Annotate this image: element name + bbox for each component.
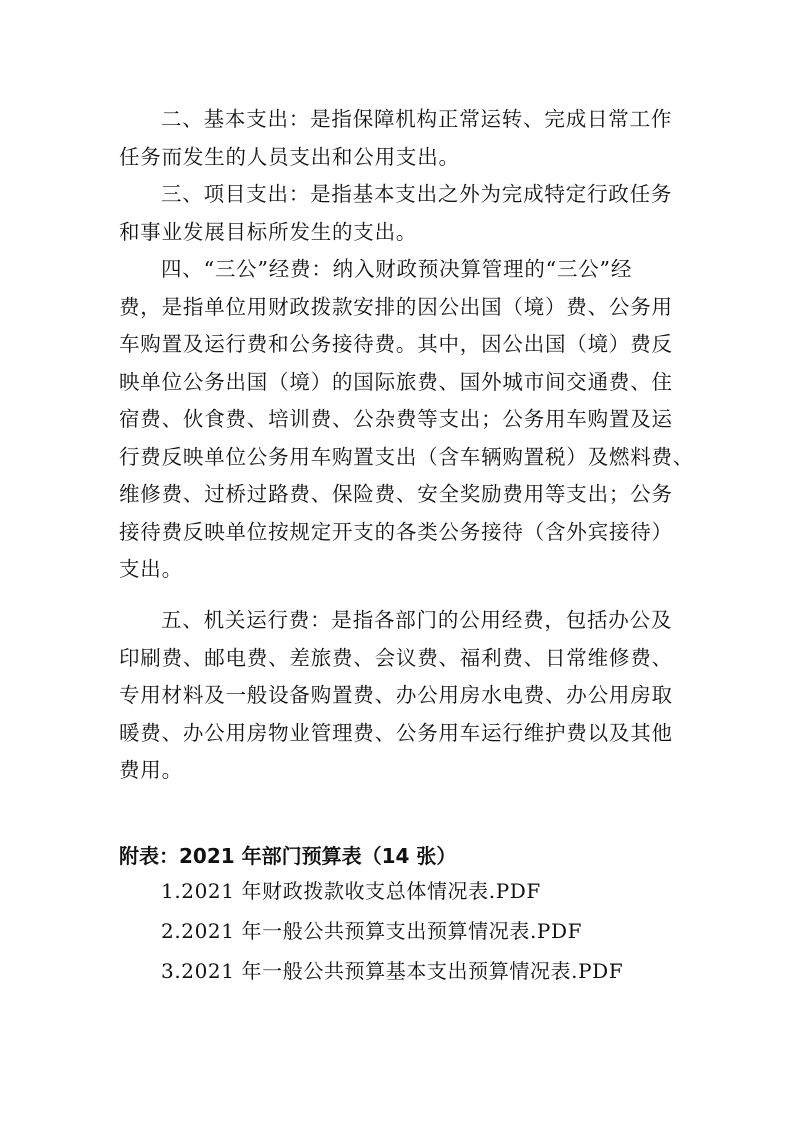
text-line: 四、“三公”经费：纳入财政预决算管理的“三公”经	[161, 257, 633, 281]
attachment-link[interactable]: 3.2021 年一般公共预算基本支出预算情况表.PDF	[161, 959, 624, 983]
text-line: 支出。	[119, 557, 183, 581]
text-line: 映单位公务出国（境）的国际旅费、国外城市间交通费、住	[119, 369, 673, 394]
text-line: 接待费反映单位按规定开支的各类公务接待（含外宾接待）	[119, 519, 673, 544]
text-line: 车购置及运行费和公务接待费。其中，因公出国（境）费反	[119, 332, 673, 356]
text-line: 三、项目支出：是指基本支出之外为完成特定行政任务	[161, 182, 673, 206]
text-line: 任务而发生的人员支出和公用支出。	[119, 144, 460, 169]
text-line: 五、机关运行费：是指各部门的公用经费，包括办公及	[161, 608, 673, 632]
text-line: 二、基本支出：是指保障机构正常运转、完成日常工作	[161, 107, 673, 131]
text-line: 费，是指单位用财政拨款安排的因公出国（境）费、公务用	[119, 294, 673, 319]
text-line: 费用。	[119, 758, 183, 782]
text-line: 暖费、办公用房物业管理费、公务用车运行维护费以及其他	[119, 720, 673, 745]
text-line: 行费反映单位公务用车购置支出（含车辆购置税）及燃料费、	[119, 444, 695, 469]
text-line: 宿费、伙食费、培训费、公杂费等支出；公务用车购置及运	[119, 407, 673, 431]
paragraph-project-expenditure	[119, 176, 679, 251]
paragraph-three-public-expenses	[119, 251, 695, 589]
attachment-link[interactable]: 2.2021 年一般公共预算支出预算情况表.PDF	[161, 919, 583, 943]
attachment-link[interactable]: 1.2021 年财政拨款收支总体情况表.PDF	[161, 879, 541, 903]
paragraph-basic-expenditure	[119, 101, 679, 176]
attachments-heading: 附表：2021 年部门预算表（14 张）	[119, 844, 457, 868]
paragraph-agency-operating-costs	[119, 602, 679, 790]
text-line: 专用材料及一般设备购置费、办公用房水电费、办公用房取	[119, 683, 673, 707]
text-line: 维修费、过桥过路费、保险费、安全奖励费用等支出；公务	[119, 482, 673, 506]
text-line: 印刷费、邮电费、差旅费、会议费、福利费、日常维修费、	[119, 645, 673, 670]
text-line: 和事业发展目标所发生的支出。	[119, 219, 418, 244]
